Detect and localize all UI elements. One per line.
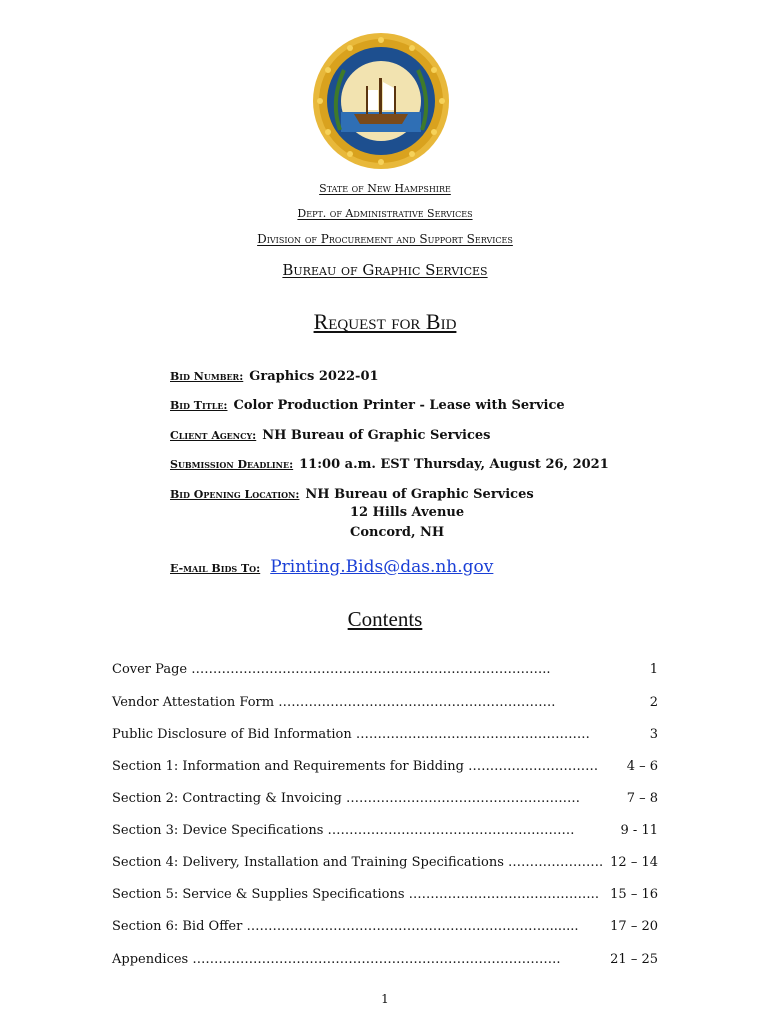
email-bids-label: E-mail Bids To:	[170, 562, 261, 575]
toc-entry-page: 21 – 25	[610, 952, 658, 967]
toc-entry-page: 4 – 6	[626, 759, 658, 774]
toc-entry	[112, 791, 658, 809]
toc-entry-title: Section 4: Delivery, Installation and Training Specifications ………………….	[112, 855, 604, 870]
toc-entry	[112, 759, 658, 777]
toc-entry-title: Public Disclosure of Bid Information ………………………………………………	[112, 727, 590, 742]
contents-heading: Contents	[347, 607, 423, 631]
header-state: State of New Hampshire	[319, 182, 451, 195]
toc-entry	[112, 662, 658, 680]
toc-entry-page: 1	[649, 662, 658, 677]
email-bids-field	[170, 557, 493, 577]
toc-entry-page: 15 – 16	[610, 887, 658, 902]
toc-entry-title: Section 6: Bid Offer ……………………………………………………………........	[112, 919, 579, 934]
toc-entry	[112, 823, 658, 841]
submission-deadline-label: Submission Deadline:	[170, 458, 294, 471]
submission-deadline-value: 11:00 a.m. EST Thursday, August 26, 2021	[299, 457, 609, 472]
state-seal-icon	[310, 30, 452, 172]
bid-opening-location-value: NH Bureau of Graphic Services	[305, 487, 534, 502]
bid-opening-location-field	[170, 487, 534, 502]
toc-entry-title: Section 5: Service & Supplies Specifications ……………………………………..	[112, 887, 599, 902]
submission-deadline-field	[170, 457, 609, 472]
toc-entry	[112, 952, 658, 970]
toc-entry-title: Section 2: Contracting & Invoicing ………………………………………………	[112, 791, 581, 806]
header-dept: Dept. of Administrative Services	[297, 207, 473, 220]
bid-number-label: Bid Number:	[170, 370, 244, 383]
address-street: 12 Hills Avenue	[350, 505, 465, 520]
bid-title-field	[170, 398, 565, 413]
toc-entry-page: 9 - 11	[620, 823, 658, 838]
toc-entry-page: 3	[649, 727, 658, 742]
toc-entry-page: 17 – 20	[610, 919, 658, 934]
toc-entry-title: Cover Page ………………………………………………………………………..	[112, 662, 551, 677]
toc-entry-page: 12 – 14	[610, 855, 658, 870]
toc-entry	[112, 727, 658, 745]
bid-number-value: Graphics 2022-01	[249, 369, 379, 384]
toc-entry-title: Section 1: Information and Requirements for Bidding …………………………	[112, 759, 599, 774]
page-number: 1	[381, 992, 389, 1006]
toc-entry-page: 2	[649, 695, 658, 710]
bid-title-value: Color Production Printer - Lease with Service	[233, 398, 565, 413]
toc-entry	[112, 855, 658, 873]
toc-entry-page: 7 – 8	[626, 791, 658, 806]
address-city: Concord, NH	[350, 525, 445, 540]
bid-number-field	[170, 369, 379, 384]
page-title: Request for Bid	[313, 309, 457, 334]
client-agency-label: Client Agency:	[170, 429, 257, 442]
header-division: Division of Procurement and Support Services	[257, 232, 513, 246]
toc-entry-title: Appendices ………………………………………………………………………….	[112, 952, 561, 967]
client-agency-value: NH Bureau of Graphic Services	[262, 428, 491, 443]
toc-entry	[112, 695, 658, 713]
header-bureau: Bureau of Graphic Services	[282, 261, 488, 279]
toc-entry	[112, 919, 658, 937]
email-bids-link[interactable]: Printing.Bids@das.nh.gov	[270, 557, 494, 577]
toc-entry-title: Vendor Attestation Form ……………………………………………………….	[112, 695, 556, 710]
client-agency-field	[170, 428, 490, 443]
toc-entry-title: Section 3: Device Specifications …………………………………………………	[112, 823, 575, 838]
bid-opening-location-label: Bid Opening Location:	[170, 488, 300, 501]
toc-entry	[112, 887, 658, 905]
bid-title-label: Bid Title:	[170, 399, 228, 412]
